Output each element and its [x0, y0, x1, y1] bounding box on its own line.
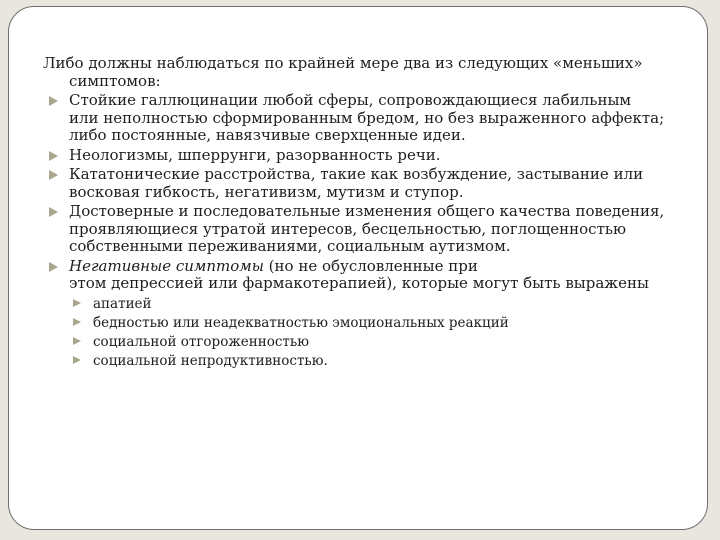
sub-list-item: бедностью или неадекватностью эмоциональных реакций: [69, 314, 693, 332]
sub-list-item: апатией: [69, 295, 693, 313]
list-item-negative-symptoms: Негативные симптомы (но не обусловленные при этом депрессией или фармакотерапией), которые могут быть выражены апатией бедностью или неадекватностью эмоциональных реакций социальной отгороженностью социальной непродуктивностью.: [43, 258, 693, 370]
symptom-list: [43, 92, 693, 370]
negative-subitems: [69, 295, 693, 370]
bullet-icon: [73, 318, 81, 326]
bullet-icon: [73, 356, 81, 364]
slide-panel: [8, 6, 708, 530]
intro-paragraph: [43, 55, 693, 90]
list-item: Стойкие галлюцинации любой сферы, сопровождающиеся лабильным или неполностью сформированным бредом, но без выраженного аффекта; либо постоянные, навязчивые сверхценные идеи.: [43, 92, 693, 145]
list-item: Кататонические расстройства, такие как возбуждение, застывание или восковая гибкость, негативизм, мутизм и ступор.: [43, 166, 693, 201]
bullet-icon: [73, 337, 81, 345]
bullet-icon: [73, 299, 81, 307]
list-item: Неологизмы, шперрунги, разорванность речи.: [43, 147, 693, 165]
bullet-icon: [49, 151, 58, 161]
sub-list-item: социальной отгороженностью: [69, 333, 693, 351]
list-item: Достоверные и последовательные изменения общего качества поведения, проявляющиеся утратой интересов, бесцельностью, поглощенностью собственными переживаниями, социальным аутизмом.: [43, 203, 693, 256]
negative-symptoms-term: Негативные симптомы: [69, 256, 264, 275]
slide-content: [43, 55, 693, 370]
intro-line-2: симптомов:: [69, 71, 161, 90]
intro-line-1: Либо должны наблюдаться по крайней мере два из следующих «меньших»: [43, 54, 643, 72]
bullet-icon: [49, 170, 58, 180]
bullet-icon: [49, 96, 58, 106]
bullet-icon: [49, 207, 58, 217]
bullet-icon: [49, 262, 58, 272]
sub-list-item: социальной непродуктивностью.: [69, 352, 693, 370]
